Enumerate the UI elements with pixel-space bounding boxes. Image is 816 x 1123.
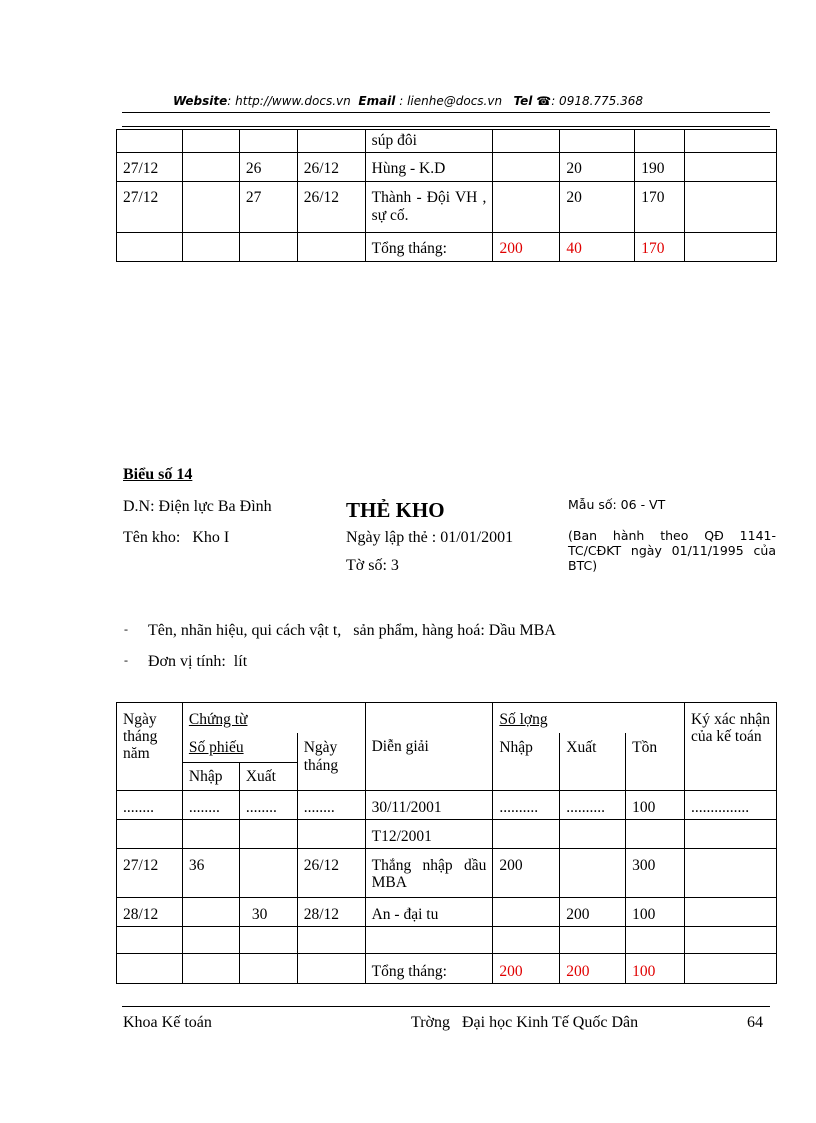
cell-xuat-no: 30	[239, 898, 297, 927]
cell-description: Hùng - K.D	[365, 153, 493, 182]
header-description: Diễn giải	[365, 703, 493, 791]
table-row	[117, 820, 777, 849]
table-row	[117, 233, 777, 262]
cell-description: Thắng nhập dầu MBA	[365, 849, 493, 898]
cell-ton: 300	[626, 849, 685, 898]
header-xuat: Xuất	[560, 733, 626, 791]
cell-description: T12/2001	[365, 820, 493, 849]
cell-nhap: 200	[493, 849, 560, 898]
warehouse-name: Tên kho: Kho I	[123, 529, 230, 546]
table-row	[117, 898, 777, 927]
cell-description: 30/11/2001	[365, 791, 493, 820]
cell-ton: 170	[635, 182, 685, 233]
header-voucher-nhap: Nhập	[182, 763, 239, 791]
cell-date: 27/12	[117, 182, 183, 233]
stock-table-continued	[116, 129, 777, 262]
cell-xuat: 20	[560, 153, 635, 182]
table-row	[117, 153, 777, 182]
cell-xuat: ..........	[560, 791, 626, 820]
header-voucher: Chứng từ	[182, 703, 365, 733]
header-confirm: Ký xác nhận của kế toán	[685, 703, 777, 791]
cell-description: Thành - Đội VH , sự cố.	[365, 182, 493, 233]
cell-nhap-no: 36	[182, 849, 239, 898]
header-rule-2	[122, 126, 770, 127]
cell-ton: 100	[626, 898, 685, 927]
cell-xuat-no: ........	[239, 791, 297, 820]
email-label: Email	[358, 94, 396, 108]
cell-total-label: Tổng tháng:	[365, 233, 493, 262]
cell-total-xuat: 40	[560, 233, 635, 262]
item-name: Tên, nhãn hiệu, qui cách vật t, sản phẩm, hàng hoá: Dầu MBA	[148, 622, 556, 639]
website-url[interactable]: : http://www.docs.vn	[227, 94, 351, 108]
stock-card-table	[116, 702, 777, 984]
unit-name: Đơn vị tính: lít	[148, 653, 248, 670]
regulation-note: (Ban hành theo QĐ 1141-TC/CĐKT ngày 01/11/1995 của BTC)	[568, 528, 776, 573]
sheet-number: Tờ số: 3	[346, 557, 399, 574]
form-code: Mẫu số: 06 - VT	[568, 497, 666, 512]
website-label: Website	[172, 94, 228, 108]
page-header	[0, 94, 816, 108]
cell-ton: 100	[626, 791, 685, 820]
footer-rule	[122, 1006, 770, 1007]
cell-description: súp đôi	[365, 130, 493, 153]
cell-date: 28/12	[117, 898, 183, 927]
footer-department: Khoa Kế toán	[123, 1014, 212, 1031]
cell-total-nhap: 200	[493, 233, 560, 262]
table-row	[117, 182, 777, 233]
cell-doc-date: 26/12	[297, 849, 365, 898]
cell-xuat: 200	[560, 898, 626, 927]
header-voucher-xuat: Xuất	[239, 763, 297, 791]
cell-doc-date: ........	[297, 791, 365, 820]
bullet-icon: -	[124, 622, 128, 636]
header-date: Ngày tháng năm	[117, 703, 183, 791]
tel-value: : 0918.775.368	[551, 94, 644, 108]
tel-label: Tel	[513, 94, 533, 108]
header-nhap: Nhập	[493, 733, 560, 791]
table-row	[117, 927, 777, 954]
cell-total-ton: 170	[635, 233, 685, 262]
cell-doc-date: 26/12	[297, 153, 365, 182]
cell-confirm: ...............	[685, 791, 777, 820]
page-number: 64	[747, 1014, 763, 1031]
header-row	[117, 703, 777, 733]
table-row	[117, 791, 777, 820]
unit-line	[124, 653, 247, 671]
cell-date: 27/12	[117, 849, 183, 898]
cell-xuat: 20	[560, 182, 635, 233]
header-rule	[122, 112, 770, 113]
cell-xuat-no: 27	[239, 182, 297, 233]
table-row	[117, 130, 777, 153]
cell-date: 27/12	[117, 153, 183, 182]
cell-doc-date: 28/12	[297, 898, 365, 927]
table-row	[117, 849, 777, 898]
cell-total-nhap: 200	[493, 954, 560, 984]
cell-total-label: Tổng tháng:	[365, 954, 493, 984]
cell-xuat-no: 26	[239, 153, 297, 182]
footer-university: Trờng Đại học Kinh Tế Quốc Dân	[411, 1014, 639, 1031]
header-voucher-no: Số phiếu	[182, 733, 297, 763]
form-number: Biểu số 14	[123, 466, 193, 483]
cell-total-ton: 100	[626, 954, 685, 984]
cell-total-xuat: 200	[560, 954, 626, 984]
header-ton: Tồn	[626, 733, 685, 791]
cell-date: ........	[117, 791, 183, 820]
cell-ton: 190	[635, 153, 685, 182]
item-line	[124, 622, 556, 640]
company-name: D.N: Điện lực Ba Đình	[123, 498, 272, 515]
email-value[interactable]: : lienhe@docs.vn	[399, 94, 503, 108]
cell-doc-date: 26/12	[297, 182, 365, 233]
cell-nhap: ..........	[493, 791, 560, 820]
header-voucher-date: Ngày tháng	[297, 733, 365, 791]
cell-nhap-no: ........	[182, 791, 239, 820]
bullet-icon: -	[124, 653, 128, 667]
phone-icon: ☎	[536, 94, 552, 108]
page-title: THẺ KHO	[346, 498, 445, 522]
cell-description: An - đại tu	[365, 898, 493, 927]
header-quantity: Số lợng	[493, 703, 685, 733]
table-row	[117, 954, 777, 984]
card-date: Ngày lập thẻ : 01/01/2001	[346, 529, 514, 546]
